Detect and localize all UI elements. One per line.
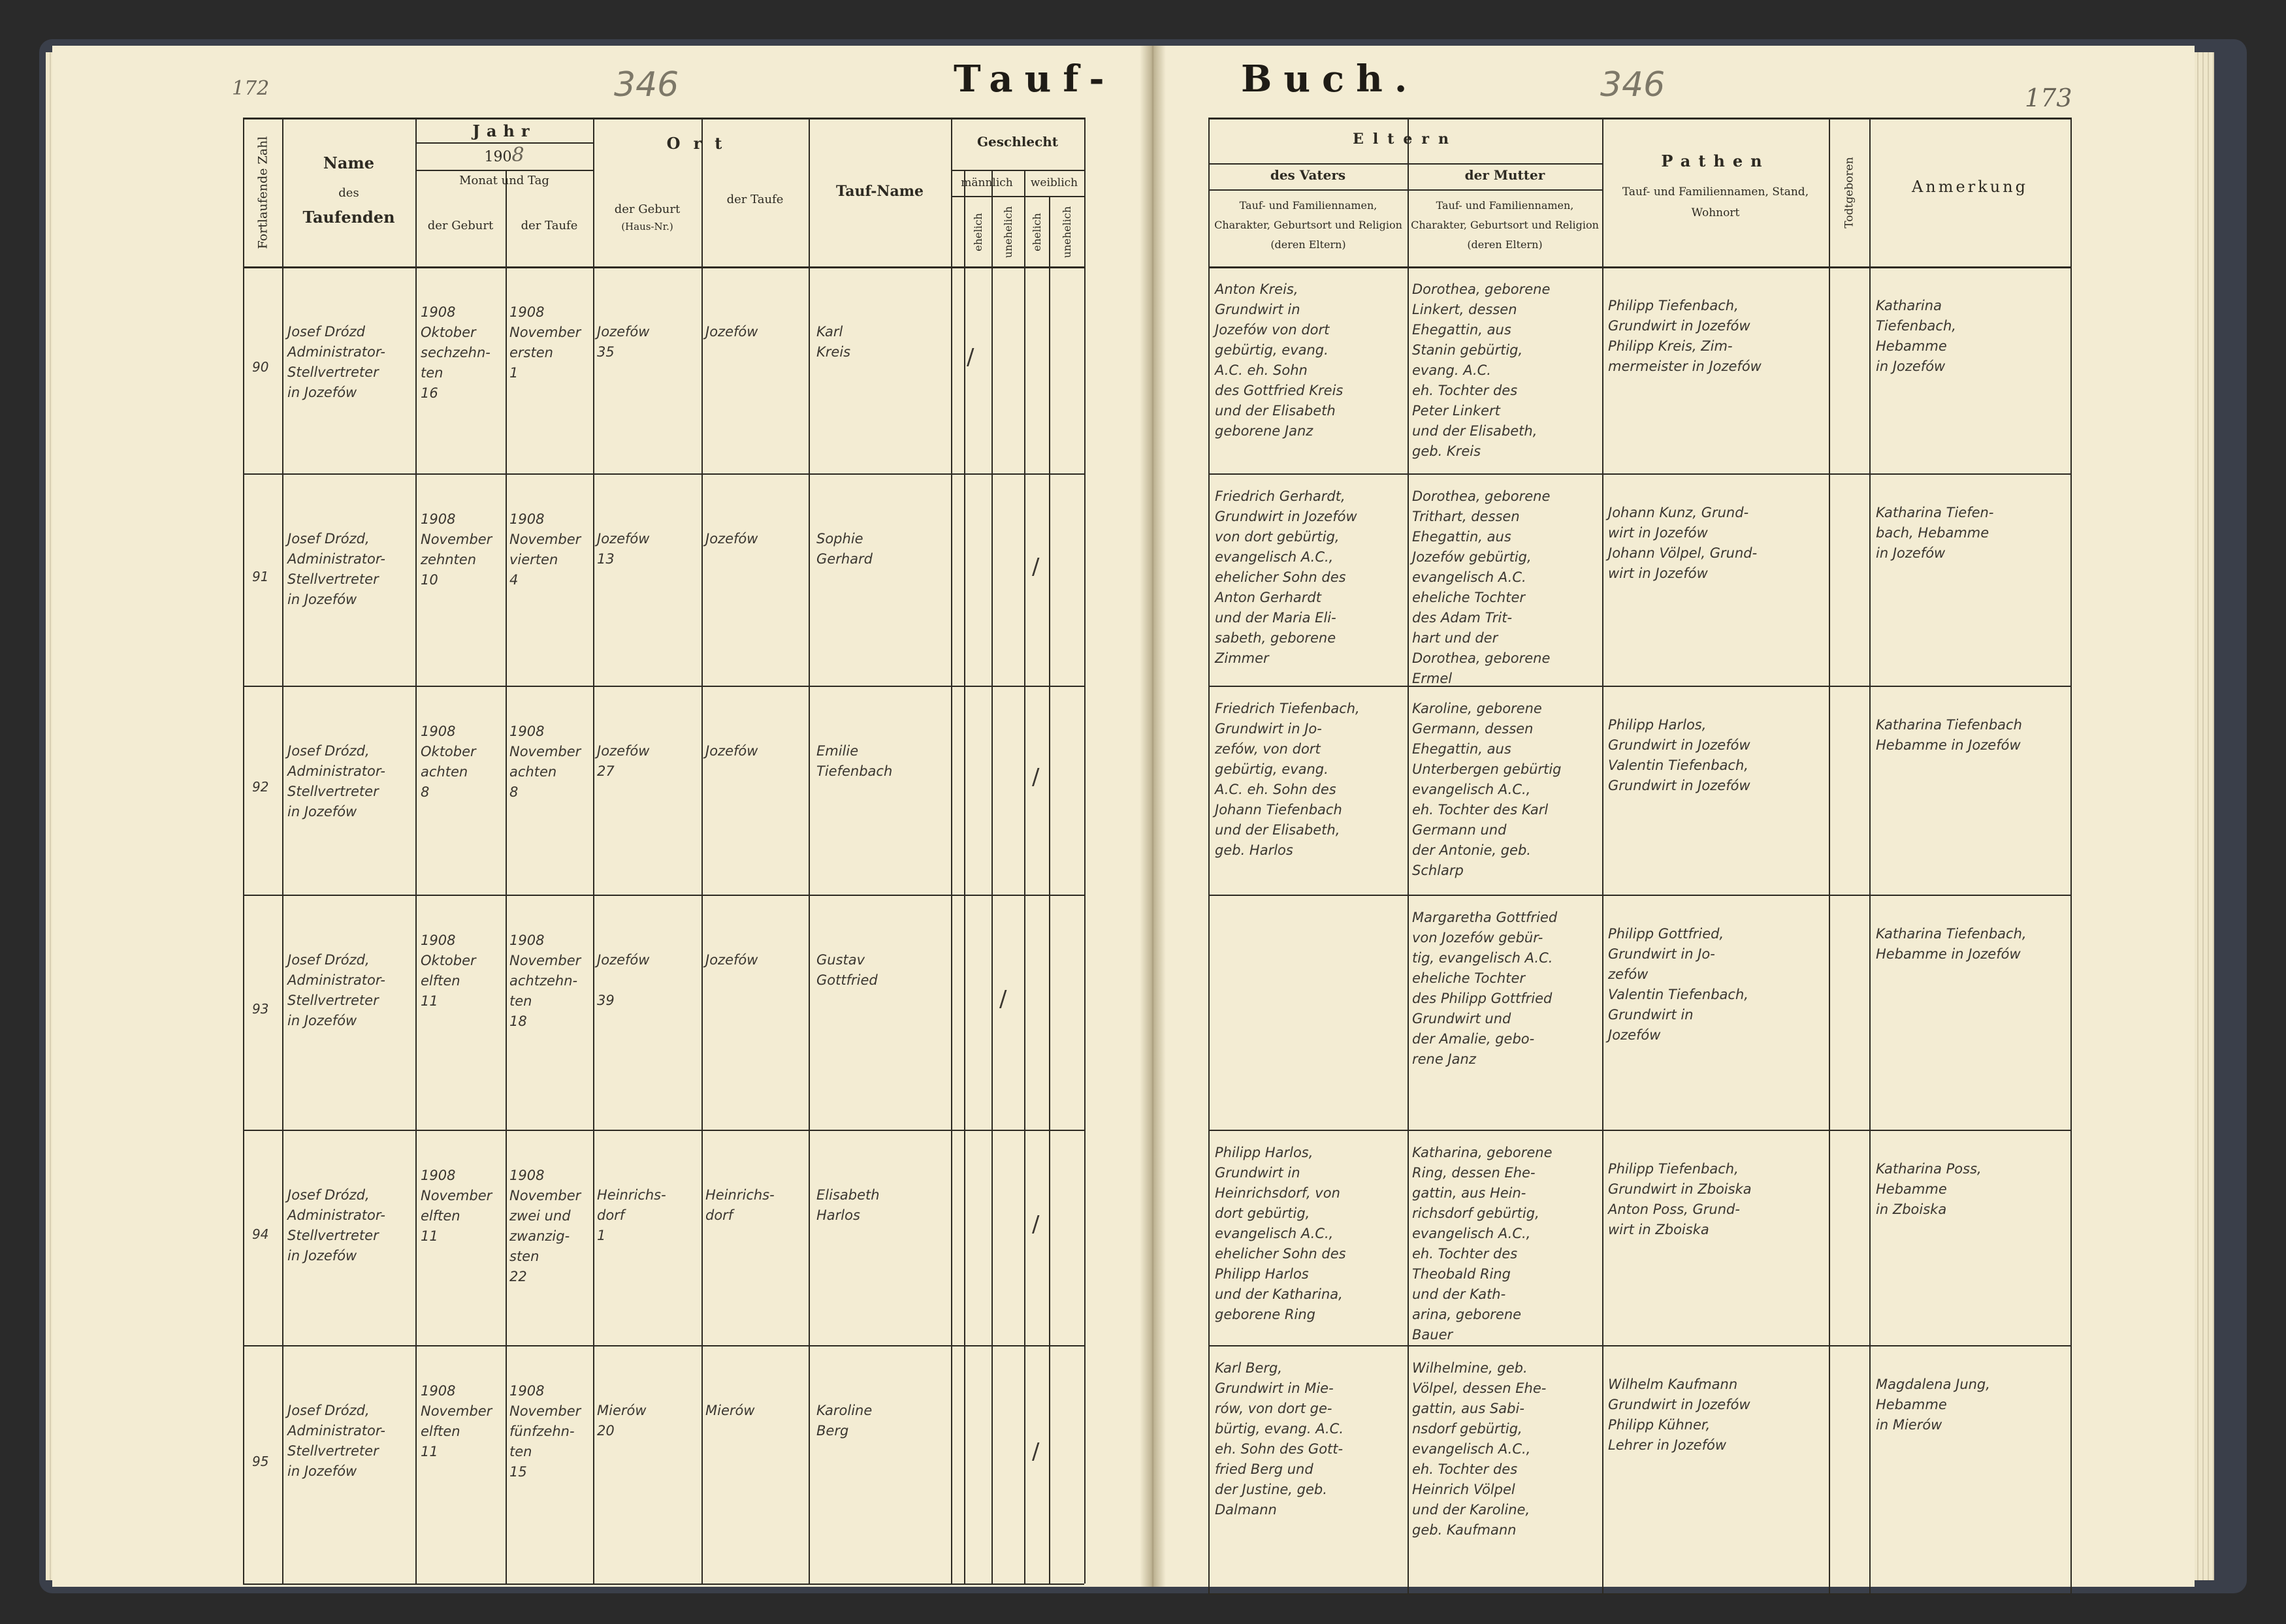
pencil-number-right: 346	[1600, 65, 1666, 104]
col-name-taufenden: Taufenden	[302, 208, 395, 227]
entry-number: 93	[252, 1001, 269, 1017]
entry-father: Friedrich Tiefenbach, Grundwirt in Jo- zefów, von dort gebürtig, evang. A.C. eh. Sohn des Johann Tiefenbach und der Elisabeth, geb. Harlos	[1215, 701, 1360, 858]
entry-birth-place: Jozefów 39	[597, 952, 650, 1008]
entry-baptism-name: Gustav Gottfried	[816, 952, 878, 988]
col-mutter: der Mutter	[1464, 167, 1545, 183]
right-column-divider	[1602, 118, 1603, 1593]
entry-name: Josef Drózd, Administrator- Stellvertreter in Jozefów	[287, 1403, 385, 1479]
right-row-divider	[1208, 1345, 2070, 1346]
col-geschlecht: Geschlecht	[976, 134, 1059, 150]
col-w-unehelich: unehelich	[1060, 206, 1073, 258]
entry-sex-mark: /	[999, 986, 1007, 1012]
eltern-header-line	[1208, 163, 1602, 165]
entry-name: Josef Drózd Administrator- Stellvertreter in Jozefów	[287, 324, 385, 400]
right-column-divider	[1208, 118, 1210, 1593]
entry-name: Josef Drózd, Administrator- Stellvertreter in Jozefów	[287, 531, 385, 607]
entry-birth-date: 1908 Oktober achten 8	[421, 724, 476, 800]
col-pathen-sub: Tauf- und Familiennamen, Stand, Wohnort	[1622, 185, 1809, 219]
col-ort-geburt: der Geburt	[614, 202, 681, 216]
entry-baptism-name: Karl Kreis	[816, 324, 851, 360]
right-table-bottom-border	[1208, 1593, 2070, 1595]
left-row-divider	[243, 1130, 1084, 1131]
entry-mother: Dorothea, geborene Linkert, dessen Ehegattin, aus Stanin gebürtig, evang. A.C. eh. Tochter des Peter Linkert und der Elisabeth, geb. Kreis	[1412, 281, 1551, 459]
col-weiblich: weiblich	[1030, 176, 1078, 189]
entry-remark: Katharina Tiefenbach, Hebamme in Jozefów	[1876, 926, 2027, 962]
entry-remark: Magdalena Jung, Hebamme in Mierów	[1876, 1377, 1990, 1433]
entry-godparents: Philipp Tiefenbach, Grundwirt in Jozefów Philipp Kreis, Zim- mermeister in Jozefów	[1608, 298, 1762, 374]
entry-birth-place: Mierów 20	[597, 1403, 647, 1439]
entry-father: Karl Berg, Grundwirt in Mie- rów, von dort ge- bürtig, evang. A.C. eh. Sohn des Gott- fried Berg und der Justine, geb. Dalmann	[1215, 1360, 1344, 1518]
entry-sex-mark: /	[1032, 1211, 1040, 1237]
entry-baptism-date: 1908 November fünfzehn- ten 15	[509, 1383, 581, 1480]
entry-godparents: Philipp Tiefenbach, Grundwirt in Zboiska Anton Poss, Grund- wirt in Zboiska	[1608, 1161, 1752, 1237]
left-column-divider	[809, 118, 810, 1584]
right-column-divider	[2070, 118, 2072, 1593]
entry-birth-date: 1908 Oktober sechzehn- ten 16	[421, 304, 491, 401]
entry-baptism-name: Emilie Tiefenbach	[816, 743, 893, 779]
geschlecht-header-line	[951, 170, 1084, 171]
pencil-number-left: 346	[614, 65, 679, 104]
entry-mother: Margaretha Gottfried von Jozefów gebür- tig, evangelisch A.C. eheliche Tochter des Philipp Gottfried Grundwirt und der Amalie, gebo- rene Janz	[1412, 910, 1558, 1067]
entry-number: 92	[252, 779, 269, 795]
entry-mother: Karoline, geborene Germann, dessen Ehegattin, aus Unterbergen gebürtig evangelisch A.C., eh. Tochter des Karl Germann und der Antonie, geb. Schlarp	[1412, 701, 1562, 878]
entry-name: Josef Drózd, Administrator- Stellvertreter in Jozefów	[287, 1187, 385, 1264]
entry-number: 95	[252, 1453, 269, 1469]
right-table-top-border	[1208, 118, 2070, 119]
entry-baptism-place: Jozefów	[705, 531, 758, 547]
right-row-divider	[1208, 1130, 2070, 1131]
page-number-right: 173	[2025, 84, 2072, 112]
col-fortlaufende-zahl: Fortlaufende Zahl	[255, 136, 270, 249]
right-header-bottom-border	[1208, 266, 2070, 268]
entry-baptism-date: 1908 November achten 8	[509, 724, 581, 800]
entry-father: Friedrich Gerhardt, Grundwirt in Jozefów von dort gebürtig, evangelisch A.C., ehelicher Sohn des Anton Gerhardt und der Maria Eli- sabeth, geborene Zimmer	[1215, 488, 1357, 666]
col-anmerkung: Anmerkung	[1911, 178, 2029, 196]
col-eltern: Eltern	[1353, 131, 1458, 148]
entry-baptism-place: Heinrichs- dorf	[705, 1187, 775, 1223]
entry-baptism-name: Karoline Berg	[816, 1403, 873, 1439]
left-column-divider	[701, 118, 703, 1584]
page-number-left: 172	[232, 77, 270, 100]
entry-baptism-date: 1908 November ersten 1	[509, 304, 581, 381]
entry-baptism-date: 1908 November zwei und zwanzig- sten 22	[509, 1168, 581, 1284]
left-column-divider	[951, 118, 952, 1584]
entry-baptism-place: Jozefów	[705, 324, 758, 340]
entry-baptism-name: Elisabeth Harlos	[816, 1187, 880, 1223]
entry-birth-date: 1908 November elften 11	[421, 1383, 492, 1459]
entry-mother: Wilhelmine, geb. Völpel, dessen Ehe- gattin, aus Sabi- nsdorf gebürtig, evangelisch A.C., eh. Tochter des Heinrich Völpel und der Karoline, geb. Kaufmann	[1412, 1360, 1547, 1538]
left-column-divider	[964, 170, 965, 1584]
title-right: Buch.	[1241, 57, 1419, 101]
entry-godparents: Wilhelm Kaufmann Grundwirt in Jozefów Philipp Kühner, Lehrer in Jozefów	[1608, 1377, 1750, 1453]
entry-baptism-place: Mierów	[705, 1403, 755, 1418]
col-ort-taufe: der Taufe	[726, 193, 784, 206]
title-left: Tauf-	[954, 57, 1116, 101]
entry-baptism-place: Jozefów	[705, 743, 758, 759]
entry-baptism-name: Sophie Gerhard	[816, 531, 873, 567]
entry-father: Anton Kreis, Grundwirt in Jozefów von dort gebürtig, evang. A.C. eh. Sohn des Gottfried Kreis und der Elisabeth geborene Janz	[1215, 281, 1344, 439]
right-column-divider	[1829, 118, 1830, 1593]
col-ort: Ort	[666, 134, 735, 153]
left-column-divider	[243, 118, 244, 1584]
left-column-divider	[1049, 196, 1050, 1584]
col-monat-tag: Monat und Tag	[459, 174, 549, 187]
left-column-divider	[282, 118, 283, 1584]
entry-birth-date: 1908 November zehnten 10	[421, 511, 492, 588]
entry-sex-mark: /	[967, 343, 974, 370]
entry-mother: Dorothea, geborene Trithart, dessen Ehegattin, aus Jozefów gebürtig, evangelisch A.C. eheliche Tochter des Adam Trit- hart und der Dorothea, geborene Ermel	[1412, 488, 1551, 686]
entry-sex-mark: /	[1032, 553, 1040, 580]
entry-baptism-date: 1908 November achtzehn- ten 18	[509, 932, 581, 1029]
left-column-divider	[1084, 118, 1086, 1584]
entry-baptism-date: 1908 November vierten 4	[509, 511, 581, 588]
entry-godparents: Philipp Harlos, Grundwirt in Jozefów Valentin Tiefenbach, Grundwirt in Jozefów	[1608, 717, 1750, 793]
entry-godparents: Johann Kunz, Grund- wirt in Jozefów Johann Völpel, Grund- wirt in Jozefów	[1608, 505, 1758, 581]
right-column-divider	[1869, 118, 1871, 1593]
entry-name: Josef Drózd, Administrator- Stellvertreter in Jozefów	[287, 952, 385, 1028]
col-ort-geburt-sub: (Haus-Nr.)	[621, 221, 673, 232]
col-maennlich: männlich	[961, 176, 1013, 189]
left-table-top-border	[243, 118, 1084, 119]
left-column-divider	[415, 118, 417, 1584]
col-m-ehelich: ehelich	[971, 212, 984, 251]
eltern-sub-line	[1208, 189, 1602, 191]
entry-birth-date: 1908 November elften 11	[421, 1168, 492, 1244]
entry-mother: Katharina, geborene Ring, dessen Ehe- gattin, aus Hein- richsdorf gebürtig, evangelisch A.C., eh. Tochter des Theobald Ring und der Kath- arina, geborene Bauer	[1412, 1145, 1553, 1343]
left-column-divider	[506, 170, 507, 1584]
col-jahr-hand: 8	[511, 144, 524, 167]
right-column-divider	[1408, 118, 1409, 1593]
entry-birth-place: Jozefów 13	[597, 531, 650, 567]
left-column-divider	[991, 170, 993, 1584]
entry-birth-date: 1908 Oktober elften 11	[421, 932, 476, 1009]
left-table-bottom-border	[243, 1584, 1084, 1585]
col-jahr-value: 1908	[484, 144, 524, 167]
left-header-bottom-border	[243, 266, 1084, 268]
right-row-divider	[1208, 473, 2070, 475]
left-row-divider	[243, 686, 1084, 687]
col-name-title: Name	[323, 153, 375, 172]
col-jahr: Jahr	[472, 121, 536, 140]
monat-header-line	[415, 170, 593, 171]
entry-number: 90	[252, 358, 269, 375]
entry-remark: Katharina Tiefenbach, Hebamme in Jozefów	[1876, 298, 1956, 374]
entry-remark: Katharina Tiefen- bach, Hebamme in Jozefów	[1876, 505, 1994, 561]
col-der-geburt: der Geburt	[427, 219, 494, 232]
col-tauf-name: Tauf-Name	[836, 183, 924, 200]
left-row-divider	[243, 895, 1084, 896]
col-name-des: des	[338, 186, 359, 200]
right-row-divider	[1208, 895, 2070, 896]
entry-baptism-place: Jozefów	[705, 952, 758, 968]
entry-name: Josef Drózd, Administrator- Stellvertreter in Jozefów	[287, 743, 385, 820]
col-todtgeboren: Todtgeboren	[1843, 157, 1856, 229]
left-row-divider	[243, 473, 1084, 475]
col-mutter-sub: Tauf- und Familiennamen, Charakter, Geburtsort und Religion (deren Eltern)	[1411, 199, 1599, 251]
geschlecht-sub-line	[951, 196, 1084, 197]
entry-remark: Katharina Poss, Hebamme in Zboiska	[1876, 1161, 1982, 1217]
col-vater-sub: Tauf- und Familiennamen, Charakter, Geburtsort und Religion (deren Eltern)	[1214, 199, 1402, 251]
entry-sex-mark: /	[1032, 1438, 1040, 1465]
entry-number: 94	[252, 1226, 269, 1242]
entry-birth-place: Jozefów 35	[597, 324, 650, 360]
entry-number: 91	[252, 568, 269, 584]
entry-godparents: Philipp Gottfried, Grundwirt in Jo- zefów Valentin Tiefenbach, Grundwirt in Jozefów	[1608, 926, 1748, 1043]
col-w-ehelich: ehelich	[1030, 212, 1043, 251]
entry-birth-place: Jozefów 27	[597, 743, 650, 779]
col-der-taufe: der Taufe	[521, 219, 578, 232]
left-column-divider	[593, 118, 594, 1584]
entry-sex-mark: /	[1032, 764, 1040, 790]
col-pathen: Pathen	[1661, 151, 1770, 170]
col-vater: des Vaters	[1270, 167, 1346, 183]
left-column-divider	[1024, 170, 1025, 1584]
entry-remark: Katharina Tiefenbach Hebamme in Jozefów	[1876, 717, 2022, 753]
col-m-unehelich: unehelich	[1001, 206, 1014, 258]
entry-father: Philipp Harlos, Grundwirt in Heinrichsdorf, von dort gebürtig, evangelisch A.C., ehelicher Sohn des Philipp Harlos und der Katharina, geborene Ring	[1215, 1145, 1346, 1322]
right-row-divider	[1208, 686, 2070, 687]
left-row-divider	[243, 1345, 1084, 1346]
entry-birth-place: Heinrichs- dorf 1	[597, 1187, 666, 1243]
